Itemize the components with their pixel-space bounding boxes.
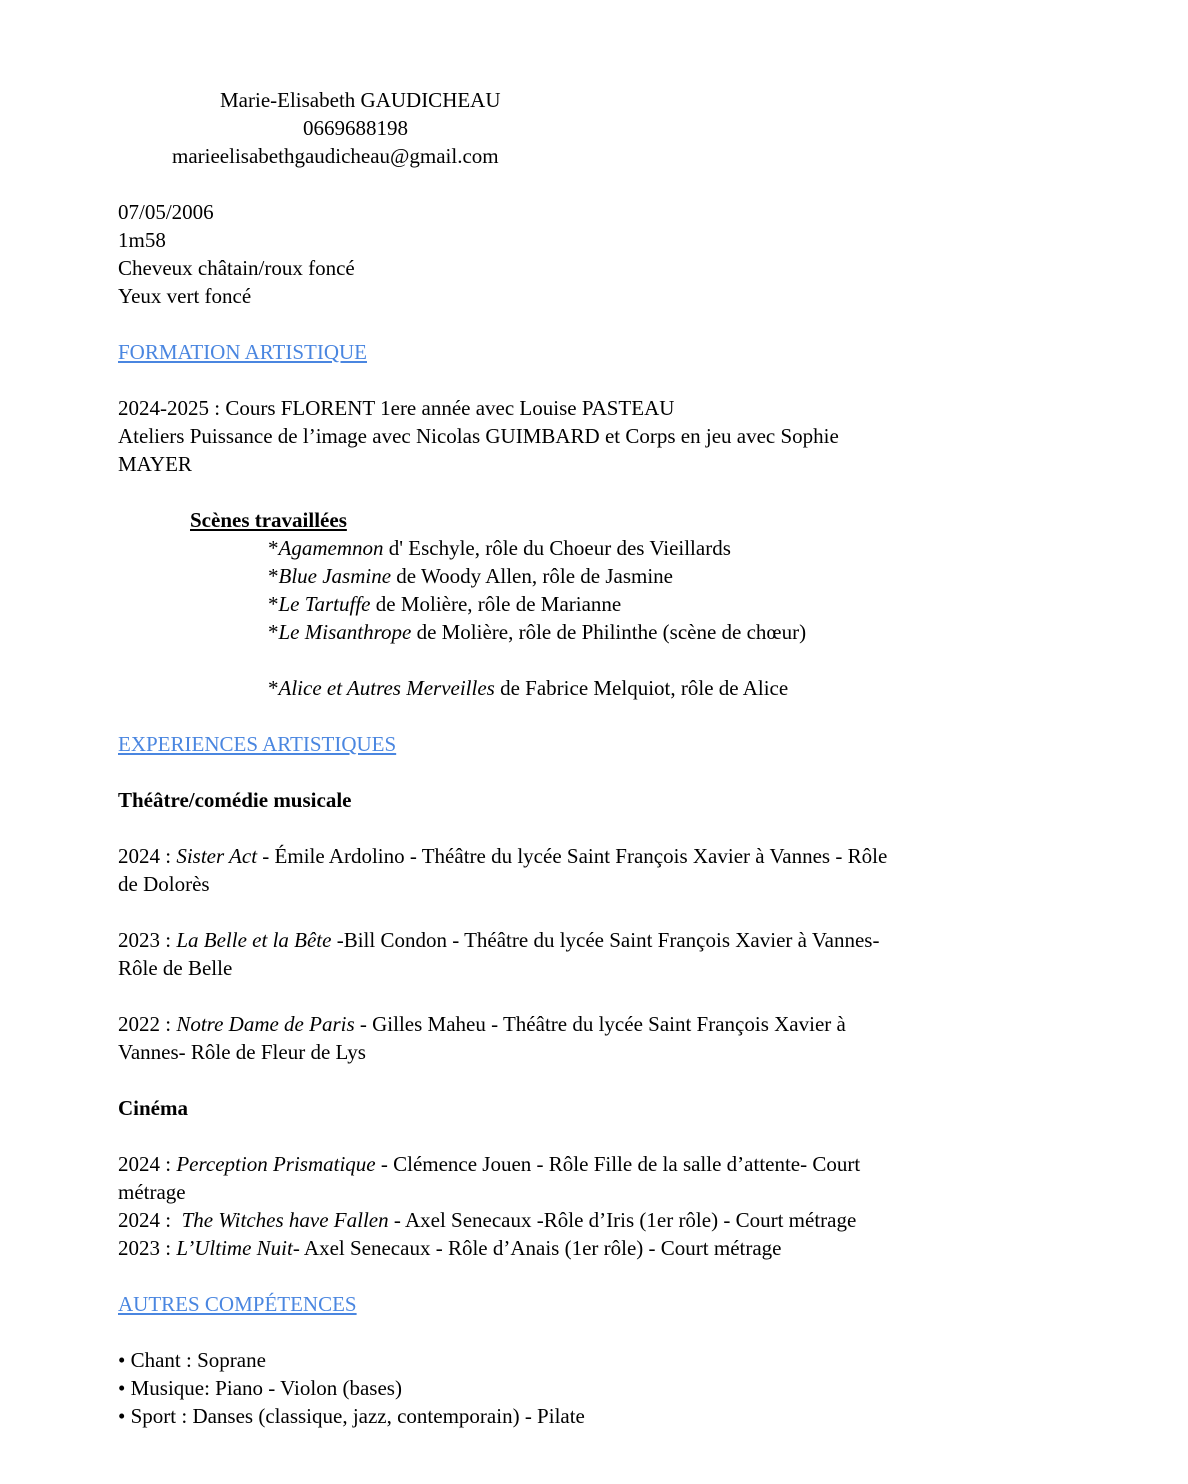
theatre-entry-continued: Vannes- Rôle de Fleur de Lys [118, 1040, 366, 1064]
theatre-entry [118, 842, 887, 870]
scene-detail: de Molière, rôle de Philinthe (scène de chœur) [411, 620, 807, 644]
entry-title: L’Ultime Nuit [176, 1236, 293, 1260]
scene-title: Blue Jasmine [278, 564, 392, 588]
theatre-entry [118, 1010, 846, 1038]
formation-line-1: 2024-2025 : Cours FLORENT 1ere année avec Louise PASTEAU [118, 396, 675, 420]
scene-prefix: * [268, 592, 279, 616]
cinema-heading: Cinéma [118, 1096, 188, 1120]
scene-item [268, 590, 621, 618]
experiences-heading[interactable]: EXPERIENCES ARTISTIQUES [118, 732, 397, 756]
skill-item: • Musique: Piano - Violon (bases) [118, 1376, 402, 1400]
scene-item [268, 562, 673, 590]
entry-year: 2024 : [118, 1208, 182, 1232]
contact-name: Marie-Elisabeth GAUDICHEAU [220, 88, 501, 112]
scene-detail: de Fabrice Melquiot, rôle de Alice [494, 676, 789, 700]
scene-item [268, 618, 806, 646]
contact-email: marieelisabethgaudicheau@gmail.com [172, 144, 499, 168]
entry-detail: - Émile Ardolino - Théâtre du lycée Saint François Xavier à Vannes - Rôle [257, 844, 888, 868]
scenes-heading: Scènes travaillées [190, 508, 347, 532]
entry-title: The Witches have Fallen [181, 1208, 389, 1232]
skills-heading[interactable]: AUTRES COMPÉTENCES [118, 1292, 357, 1316]
formation-line-3: MAYER [118, 452, 192, 476]
entry-year: 2024 : [118, 844, 177, 868]
scene-title: Le Misanthrope [278, 620, 412, 644]
entry-title: Notre Dame de Paris [176, 1012, 355, 1036]
scene-item [268, 534, 731, 562]
entry-year: 2024 : [118, 1152, 177, 1176]
cinema-entry [118, 1206, 856, 1234]
entry-title: La Belle et la Bête [176, 928, 332, 952]
entry-year: 2023 : [118, 1236, 177, 1260]
cinema-entry [118, 1234, 782, 1262]
scene-prefix: * [268, 536, 279, 560]
birthdate: 07/05/2006 [118, 200, 214, 224]
entry-year: 2022 : [118, 1012, 177, 1036]
scene-prefix: * [268, 620, 279, 644]
scene-prefix: * [268, 676, 279, 700]
formation-line-2: Ateliers Puissance de l’image avec Nicolas GUIMBARD et Corps en jeu avec Sophie [118, 424, 839, 448]
contact-phone: 0669688198 [303, 116, 408, 140]
scene-detail: de Molière, rôle de Marianne [370, 592, 622, 616]
theatre-entry [118, 926, 879, 954]
theatre-entry-continued: de Dolorès [118, 872, 210, 896]
height: 1m58 [118, 228, 166, 252]
entry-detail: - Axel Senecaux -Rôle d’Iris (1er rôle) - Court métrage [388, 1208, 857, 1232]
scene-detail: d' Eschyle, rôle du Choeur des Vieillards [383, 536, 731, 560]
cinema-entry [118, 1150, 860, 1178]
scene-item [268, 674, 788, 702]
scene-title: Agamemnon [278, 536, 384, 560]
entry-year: 2023 : [118, 928, 177, 952]
entry-detail: - Axel Senecaux - Rôle d’Anais (1er rôle) - Court métrage [292, 1236, 782, 1260]
skill-item: • Chant : Soprane [118, 1348, 266, 1372]
eye-color: Yeux vert foncé [118, 284, 252, 308]
theatre-entry-continued: Rôle de Belle [118, 956, 233, 980]
formation-heading[interactable]: FORMATION ARTISTIQUE [118, 340, 367, 364]
theatre-heading: Théâtre/comédie musicale [118, 788, 352, 812]
scene-prefix: * [268, 564, 279, 588]
cinema-entry-continued: métrage [118, 1180, 186, 1204]
hair-color: Cheveux châtain/roux foncé [118, 256, 355, 280]
scene-title: Le Tartuffe [278, 592, 371, 616]
entry-detail: - Clémence Jouen - Rôle Fille de la salle d’attente- Court [375, 1152, 861, 1176]
entry-title: Sister Act [176, 844, 258, 868]
entry-detail: -Bill Condon - Théâtre du lycée Saint François Xavier à Vannes- [331, 928, 880, 952]
entry-title: Perception Prismatique [176, 1152, 376, 1176]
scene-title: Alice et Autres Merveilles [278, 676, 495, 700]
skill-item: • Sport : Danses (classique, jazz, contemporain) - Pilate [118, 1404, 585, 1428]
scene-detail: de Woody Allen, rôle de Jasmine [391, 564, 673, 588]
entry-detail: - Gilles Maheu - Théâtre du lycée Saint François Xavier à [354, 1012, 846, 1036]
